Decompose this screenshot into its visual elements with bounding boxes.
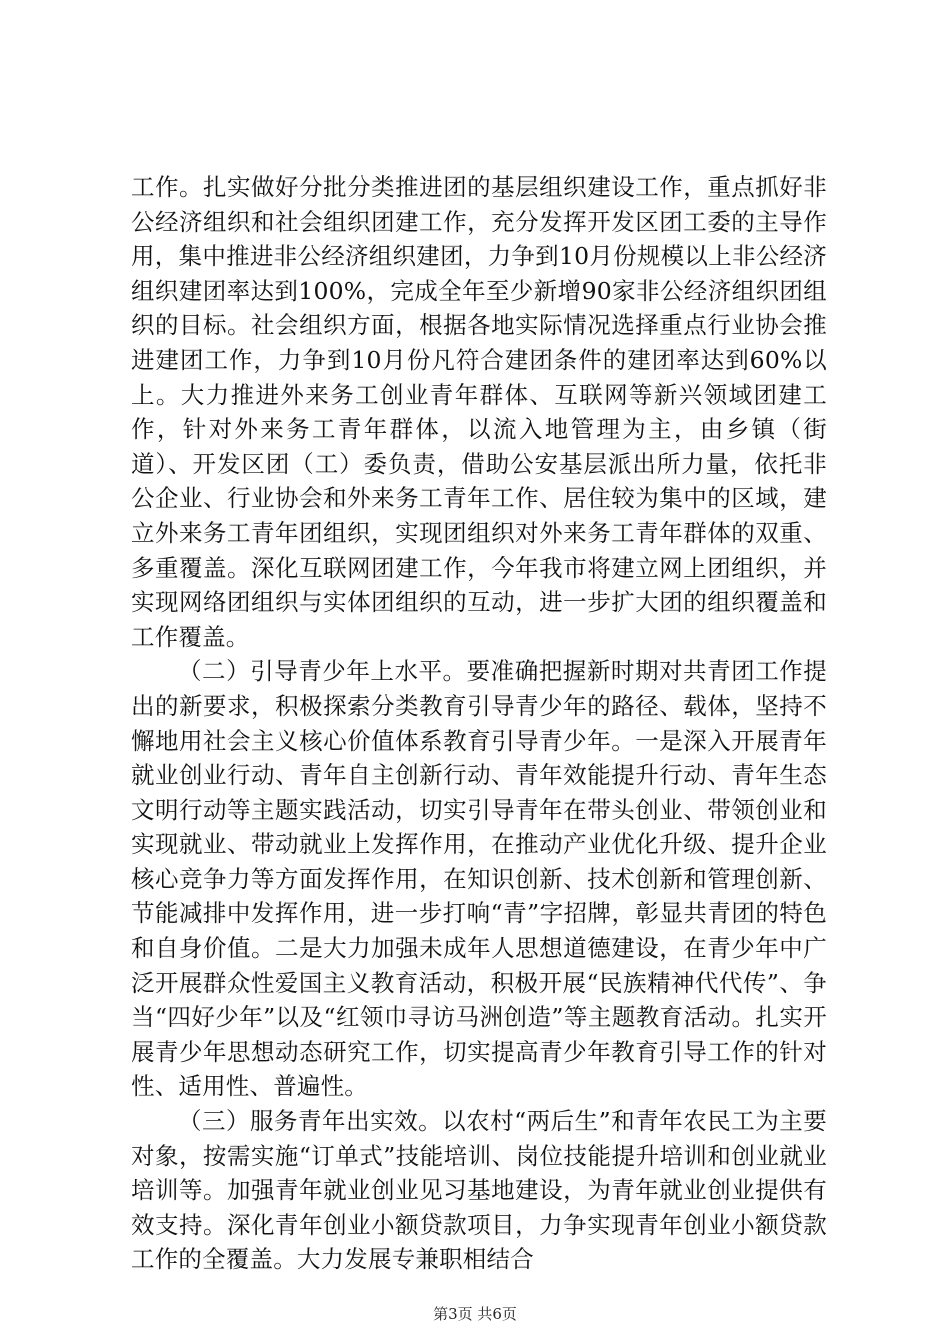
document-body (131, 170, 827, 1277)
paragraph-serve-youth: （三）服务青年出实效。以农村“两后生”和青年农民工为主要对象，按需实施“订单式”技能培训、岗位技能提升培训和创业就业培训等。加强青年就业创业见习基地建设，为青年就业创业提供有效支持。深化青年创业小额贷款项目，力争实现青年创业小额贷款工作的全覆盖。大力发展专兼职相结合 (131, 1107, 827, 1274)
paragraph-guide-youth: （二）引导青少年上水平。要准确把握新时期对共青团工作提出的新要求，积极探索分类教育引导青少年的路径、载体，坚持不懈地用社会主义核心价值体系教育引导青少年。一是深入开展青年就业创业行动、青年自主创新行动、青年效能提升行动、青年生态文明行动等主题实践活动，切实引导青年在带头创业、带领创业和实现就业、带动就业上发挥作用，在推动产业优化升级、提升企业核心竞争力等方面发挥作用，在知识创新、技术创新和管理创新、节能减排中发挥作用，进一步打响“青”字招牌，彰显共青团的特色和自身价值。二是大力加强未成年人思想道德建设，在青少年中广泛开展群众性爱国主义教育活动，积极开展“民族精神代代传”、争当“四好少年”以及“红领巾寻访马洲创造”等主题教育活动。扎实开展青少年思想动态研究工作，切实提高青少年教育引导工作的针对性、适用性、普遍性。 (131, 657, 827, 1101)
page-footer: 第3页 共6页 (433, 1305, 517, 1323)
paragraph-continuation: 工作。扎实做好分批分类推进团的基层组织建设工作，重点抓好非公经济组织和社会组织团建工作，充分发挥开发区团工委的主导作用，集中推进非公经济组织建团，力争到10月份规模以上非公经济组织建团率达到100%，完成全年至少新增90家非公经济组织团组织的目标。社会组织方面，根据各地实际情况选择重点行业协会推进建团工作，力争到10月份凡符合建团条件的建团率达到60%以上。大力推进外来务工创业青年群体、互联网等新兴领域团建工作，针对外来务工青年群体，以流入地管理为主，由乡镇（街道）、开发区团（工）委负责，借助公安基层派出所力量，依托非公企业、行业协会和外来务工青年工作、居住较为集中的区域，建立外来务工青年团组织，实现团组织对外来务工青年群体的双重、多重覆盖。深化互联网团建工作，今年我市将建立网上团组织，并实现网络团组织与实体团组织的互动，进一步扩大团的组织覆盖和工作覆盖。 (131, 173, 827, 651)
